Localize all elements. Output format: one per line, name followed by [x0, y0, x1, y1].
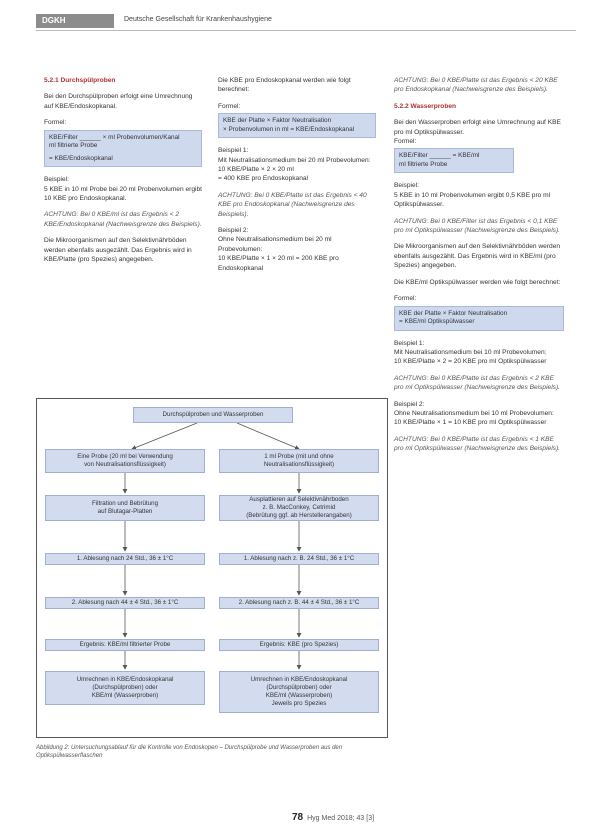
note-text: ACHTUNG: Bei 0 KBE/Platte ist das Ergebnis < 40 KBE pro Endoskopkanal (Nachweisgrenze des Beispiels).	[218, 191, 367, 218]
flow-chart	[36, 398, 388, 738]
formula-line: KBE der Platte × Faktor Neutralisation	[223, 117, 332, 125]
example-label: Beispiel:	[44, 176, 69, 184]
box-line: (Durchspülproben) oder	[266, 684, 332, 691]
calc-intro: Die KBE/ml Optikspülwasser werden wie folgt berechnet:	[394, 278, 561, 286]
flow-left-reading-2	[45, 597, 205, 609]
formula-line: ml filtrierte Probe	[49, 142, 98, 150]
flow-right-result	[219, 639, 379, 651]
box-line: von Neutralisationsflüssigkeit)	[84, 461, 166, 468]
formula-line: × Probenvolumen in ml = KBE/Endoskopkanal	[223, 125, 355, 133]
note-text: ACHTUNG: Bei 0 KBE/Platte ist das Ergebnis < 2 KBE pro ml Optikspülwasser (Nachweisgrenze des Beispiels).	[394, 374, 561, 392]
box-line: 2. Ablesung nach 44 ± 4 Std., 36 ± 1°C	[71, 599, 179, 606]
flow-right-plating	[219, 495, 379, 521]
formula-box	[394, 148, 514, 173]
example-line: 10 KBE/Platte × 1 = 10 KBE pro ml Optikspülwasser	[394, 419, 547, 427]
journal-reference: Hyg Med 2018; 43 [3]	[307, 815, 375, 822]
column-3	[394, 76, 564, 461]
flow-start-label: Durchspülproben und Wasserproben	[162, 411, 264, 418]
flow-right-reading-1	[219, 553, 379, 565]
box-line: (Durchspülproben) oder	[92, 684, 158, 691]
example-label: Beispiel:	[394, 182, 419, 190]
flow-left-reading-1	[45, 553, 205, 565]
formula-label: Formel:	[218, 102, 241, 110]
formula-line: KBE/Filter ______ = KBE/ml	[399, 152, 480, 160]
example-line: 10 KBE/Platte × 2 × 20 ml	[218, 166, 294, 174]
box-line: Jeweils pro Spezies	[271, 700, 327, 707]
flow-left-result	[45, 639, 205, 651]
box-line: auf Blutagar-Platten	[97, 508, 153, 515]
example-text: 5 KBE in 10 ml Probenvolumen ergibt 0,5 KBE pro ml Optikspülwasser.	[394, 191, 551, 209]
box-line: Umrechnen in KBE/Endoskopkanal	[76, 676, 174, 683]
formula-label: Formel:	[394, 295, 417, 303]
section-heading: 5.2.1 Durchspülproben	[44, 77, 116, 84]
header-divider	[36, 30, 576, 31]
formula-box	[394, 306, 564, 331]
box-line: Umrechnen in KBE/Endoskopkanal	[250, 676, 348, 683]
formula-label: Formel:	[394, 138, 417, 146]
example-line: 10 KBE/Platte × 2 = 20 KBE pro ml Optikspülwasser	[394, 358, 547, 366]
box-line: Neutralisationsflüssigkeit)	[263, 461, 335, 468]
example-line: Mit Neutralisationsmedium bei 10 ml Probevolumen:	[394, 348, 547, 356]
box-line: 1 ml Probe (mit und ohne	[264, 453, 334, 460]
example-label: Beispiel 2:	[394, 400, 425, 408]
box-line: Ergebnis: KBE (pro Spezies)	[259, 641, 339, 648]
column-1	[44, 76, 202, 271]
paragraph: Die Mikroorganismen auf den Selektivnährböden werden ebenfalls ausgezählt. Das Ergebnis wird in KBE/ml (pro Spezies) angegeben.	[394, 243, 561, 270]
formula-line: KBE der Platte × Faktor Neutralisation	[399, 309, 508, 317]
formula-line: KBE/Filter ______ × ml Probenvolumen/Kanal	[49, 133, 180, 141]
page-footer	[292, 812, 374, 823]
flow-right-reading-2	[219, 597, 379, 609]
example-label: Beispiel 1:	[218, 147, 249, 155]
figure-caption: Abbildung 2: Untersuchungsablauf für die Kontrolle von Endoskopen – Durchspülprobe und Wasserproben aus den Optikspülwasserflaschen	[36, 745, 343, 759]
formula-box	[218, 113, 376, 138]
example-label: Beispiel 1:	[394, 339, 425, 347]
box-line: Ergebnis: KBE/ml filtrierter Probe	[79, 641, 171, 648]
example-line: 10 KBE/Platte × 1 × 20 ml = 200 KBE pro Endoskopkanal	[218, 255, 339, 272]
intro-text: Bei den Durchspülproben erfolgt eine Umrechnung auf KBE/Endoskopkanal.	[44, 93, 193, 110]
box-line: z. B. MacConkey, Cetrimid	[262, 504, 336, 511]
box-line: (Bebrütung ggf. ab Herstellerangaben)	[246, 512, 352, 519]
column-2	[218, 76, 376, 280]
box-line: Eine Probe (20 ml bei Verwendung	[77, 453, 173, 460]
box-line: KBE/ml (Wasserproben)	[91, 692, 159, 699]
example-text: 5 KBE in 10 ml Probe bei 20 ml Probenvolumen ergibt 10 KBE pro Endoskopkanal.	[44, 185, 202, 202]
flow-right-conversion	[219, 671, 379, 713]
box-line: 1. Ablesung nach 24 Std., 36 ± 1°C	[76, 555, 174, 562]
example-line: Ohne Neutralisationsmedium bei 10 ml Probevolumen:	[394, 409, 554, 417]
box-line: 2. Ablesung nach z. B. 44 ± 4 Std., 36 ± 1°C	[238, 599, 360, 606]
formula-label: Formel:	[44, 119, 67, 127]
intro-text: Die KBE pro Endoskopkanal werden wie folgt berechnet:	[218, 77, 351, 94]
section-heading: 5.2.2 Wasserproben	[394, 102, 457, 110]
box-line: Filtration und Bebrütung	[91, 500, 159, 507]
example-line: Mit Neutralisationsmedium bei 20 ml Probevolumen:	[218, 156, 371, 164]
arrow	[132, 423, 197, 449]
formula-box	[44, 130, 202, 168]
flow-start-box	[133, 407, 293, 423]
arrow	[237, 423, 299, 449]
box-line: 1. Ablesung nach z. B. 24 Std., 36 ± 1°C	[243, 555, 355, 562]
flow-left-sample	[45, 449, 205, 473]
paragraph: Die Mikroorganismen auf den Selektivnährböden werden ebenfalls ausgezählt. Das Ergebnis wird in KBE/Platte (pro Spezies) angegeben.	[44, 237, 192, 263]
flow-left-conversion	[45, 671, 205, 705]
note-text: ACHTUNG: Bei 0 KBE/ml ist das Ergebnis < 2 KBE/Endoskopkanal (Nachweisgrenze des Beispiels).	[44, 211, 202, 228]
note-text: ACHTUNG: Bei 0 KBE/Platte ist das Ergebnis < 1 KBE pro ml Optikspülwasser (Nachweisgrenze des Beispiels).	[394, 435, 561, 453]
formula-line: = KBE/Endoskopkanal	[49, 154, 113, 162]
formula-line: = KBE/ml Optikspülwasser	[399, 318, 475, 325]
example-label: Beispiel 2:	[218, 227, 249, 235]
formula-line: ml filtrierte Probe	[399, 160, 448, 168]
page-number: 78	[292, 812, 304, 823]
flow-right-sample	[219, 449, 379, 473]
flow-left-filtration	[45, 495, 205, 521]
header-title: Deutsche Gesellschaft für Krankenhaushygiene	[124, 16, 272, 23]
example-line: = 400 KBE pro Endoskopkanal	[218, 175, 308, 183]
box-line: Ausplattieren auf Selektivnährboden	[249, 496, 349, 503]
box-line: KBE/ml (Wasserproben)	[265, 692, 333, 699]
note-text: ACHTUNG: Bei 0 KBE/Platte ist das Ergebnis < 20 KBE pro Endoskopkanal (Nachweisgrenze des Beispiels).	[394, 77, 558, 94]
example-line: Ohne Neutralisationsmedium bei 20 ml Probevolumen:	[218, 236, 332, 253]
intro-text: Bei den Wasserproben erfolgt eine Umrechnung auf KBE pro ml Optikspülwasser.	[394, 119, 561, 136]
note-text: ACHTUNG: Bei 0 KBE/Filter ist das Ergebnis < 0,1 KBE pro ml Optikspülwasser (Nachweisgrenze des Beispiels).	[394, 217, 561, 235]
header-badge: DGKH	[36, 14, 114, 28]
